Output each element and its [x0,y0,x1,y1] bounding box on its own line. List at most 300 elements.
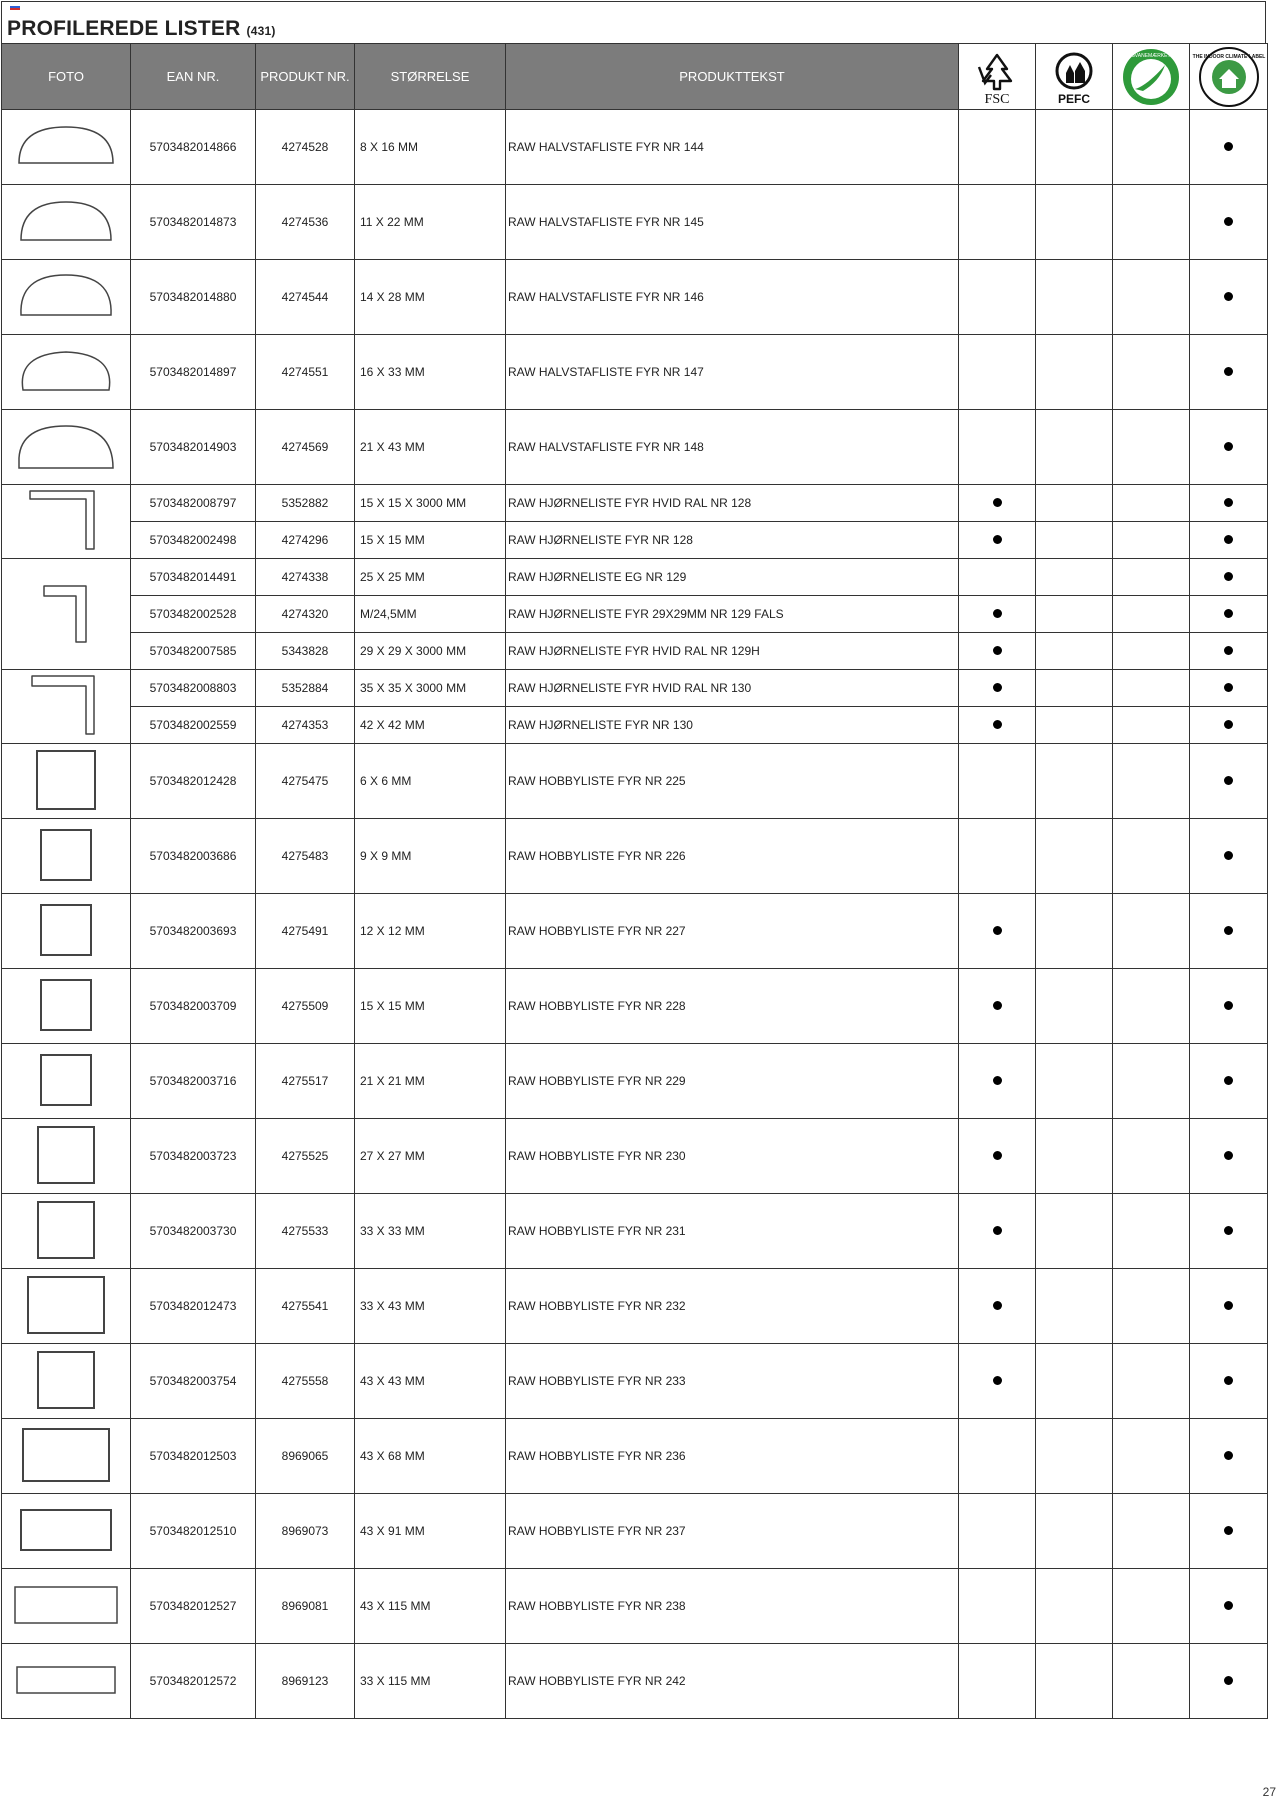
produkttekst-cell: RAW HJØRNELISTE EG NR 129 [506,559,959,596]
table-row [2,110,1268,185]
produkttekst-cell: RAW HOBBYLISTE FYR NR 228 [506,969,959,1044]
produkt-nr-cell: 4274320 [256,596,355,633]
fsc-cell [959,1644,1036,1719]
produkt-nr-cell: 4275533 [256,1194,355,1269]
produkt-nr-cell: 4274338 [256,559,355,596]
produkt-nr-cell: 4275558 [256,1344,355,1419]
table-row [2,260,1268,335]
col-produkttekst: PRODUKTTEKST [506,44,959,110]
fsc-dot-icon [993,926,1002,935]
profile-drawing-icon [11,121,121,171]
fsc-cell [959,185,1036,260]
indoor-dot-icon [1224,683,1233,692]
profile-photo [2,260,131,335]
profile-drawing-icon [11,418,121,474]
profile-drawing-icon [14,1664,118,1696]
produkt-nr-cell: 8969073 [256,1494,355,1569]
svane-cell [1113,1494,1190,1569]
pefc-cell [1036,335,1113,410]
indoor-cell [1190,260,1268,335]
indoor-dot-icon [1224,1001,1233,1010]
indoor-cell [1190,1044,1268,1119]
produkttekst-cell: RAW HOBBYLISTE FYR NR 232 [506,1269,959,1344]
produkttekst-cell: RAW HJØRNELISTE FYR HVID RAL NR 129H [506,633,959,670]
ean-cell: 5703482014866 [131,110,256,185]
ean-cell: 5703482007585 [131,633,256,670]
table-row [2,670,1268,707]
pefc-cell [1036,1269,1113,1344]
table-row [2,1494,1268,1569]
indoor-dot-icon [1224,1526,1233,1535]
indoor-cell [1190,185,1268,260]
stoerrelse-cell: 15 X 15 MM [355,969,506,1044]
indoor-cell [1190,894,1268,969]
fsc-dot-icon [993,498,1002,507]
svane-cell [1113,1119,1190,1194]
table-row [2,1194,1268,1269]
fsc-dot-icon [993,646,1002,655]
produkttekst-cell: RAW HOBBYLISTE FYR NR 236 [506,1419,959,1494]
indoor-cell [1190,110,1268,185]
svane-cell [1113,522,1190,559]
profile-drawing-icon [35,1349,97,1411]
indoor-cell [1190,596,1268,633]
ean-cell: 5703482002559 [131,707,256,744]
produkttekst-cell: RAW HOBBYLISTE FYR NR 231 [506,1194,959,1269]
svane-cell [1113,110,1190,185]
svane-cell [1113,1044,1190,1119]
produkt-nr-cell: 4275475 [256,744,355,819]
profile-drawing-icon [12,1584,120,1626]
pefc-cell [1036,485,1113,522]
produkttekst-cell: RAW HOBBYLISTE FYR NR 242 [506,1644,959,1719]
pefc-cell [1036,819,1113,894]
pefc-cell [1036,1044,1113,1119]
fsc-cell [959,410,1036,485]
fsc-cell [959,894,1036,969]
table-row [2,744,1268,819]
profile-drawing-icon [38,1052,94,1108]
pefc-cell [1036,633,1113,670]
stoerrelse-cell: 8 X 16 MM [355,110,506,185]
table-row [2,185,1268,260]
svane-cell [1113,1569,1190,1644]
profile-drawing-icon [26,487,106,553]
fsc-cell [959,559,1036,596]
indoor-dot-icon [1224,217,1233,226]
fsc-dot-icon [993,1226,1002,1235]
table-row [2,969,1268,1044]
fsc-cell [959,596,1036,633]
stoerrelse-cell: 43 X 43 MM [355,1344,506,1419]
stoerrelse-cell: 33 X 115 MM [355,1644,506,1719]
produkt-nr-cell: 4274528 [256,110,355,185]
profile-photo [2,819,131,894]
indoor-dot-icon [1224,1451,1233,1460]
profile-drawing-icon [11,344,121,398]
produkttekst-cell: RAW HOBBYLISTE FYR NR 225 [506,744,959,819]
stoerrelse-cell: 33 X 33 MM [355,1194,506,1269]
svane-cell [1113,744,1190,819]
produkt-nr-cell: 4275517 [256,1044,355,1119]
indoor-climate-logo-text: THE INDOOR CLIMATE LABEL [1192,53,1265,60]
produkttekst-cell: RAW HOBBYLISTE FYR NR 238 [506,1569,959,1644]
fsc-logo-text: FSC [984,91,1010,107]
stoerrelse-cell: 25 X 25 MM [355,559,506,596]
ean-cell: 5703482014491 [131,559,256,596]
profile-photo [2,1569,131,1644]
svane-cell [1113,559,1190,596]
pefc-cell [1036,894,1113,969]
produkttekst-cell: RAW HOBBYLISTE FYR NR 227 [506,894,959,969]
svanemaerket-logo-icon [1121,47,1181,107]
svane-cell [1113,969,1190,1044]
ean-cell: 5703482012527 [131,1569,256,1644]
produkt-nr-cell: 4275483 [256,819,355,894]
stoerrelse-cell: 43 X 91 MM [355,1494,506,1569]
ean-cell: 5703482003730 [131,1194,256,1269]
stoerrelse-cell: 14 X 28 MM [355,260,506,335]
ean-cell: 5703482014897 [131,335,256,410]
indoor-dot-icon [1224,1076,1233,1085]
table-row [2,1344,1268,1419]
stoerrelse-cell: 43 X 68 MM [355,1419,506,1494]
profile-photo [2,559,131,670]
stoerrelse-cell: 42 X 42 MM [355,707,506,744]
pefc-cell [1036,559,1113,596]
profile-drawing-icon [11,269,121,323]
pefc-cell [1036,260,1113,335]
produkt-nr-cell: 4274296 [256,522,355,559]
stoerrelse-cell: 33 X 43 MM [355,1269,506,1344]
indoor-dot-icon [1224,442,1233,451]
indoor-dot-icon [1224,535,1233,544]
pefc-cell [1036,1569,1113,1644]
indoor-cell [1190,485,1268,522]
fsc-cell [959,819,1036,894]
fsc-cell [959,1419,1036,1494]
table-row [2,1569,1268,1644]
profile-drawing-icon [26,578,106,648]
fsc-cell [959,1044,1036,1119]
indoor-cell [1190,670,1268,707]
svane-cell [1113,707,1190,744]
fsc-dot-icon [993,535,1002,544]
indoor-cell [1190,1494,1268,1569]
stoerrelse-cell: M/24,5MM [355,596,506,633]
produkttekst-cell: RAW HALVSTAFLISTE FYR NR 148 [506,410,959,485]
fsc-dot-icon [993,1001,1002,1010]
produkt-nr-cell: 4274551 [256,335,355,410]
stoerrelse-cell: 6 X 6 MM [355,744,506,819]
indoor-dot-icon [1224,1376,1233,1385]
profile-photo [2,1194,131,1269]
pefc-cell [1036,596,1113,633]
indoor-cell [1190,1269,1268,1344]
fsc-dot-icon [993,1151,1002,1160]
ean-cell: 5703482003709 [131,969,256,1044]
produkt-nr-cell: 5352884 [256,670,355,707]
profile-photo [2,969,131,1044]
produkt-nr-cell: 8969123 [256,1644,355,1719]
profile-photo [2,894,131,969]
indoor-climate-logo-icon [1192,46,1265,108]
profile-drawing-icon [35,1199,97,1261]
table-row [2,485,1268,522]
svane-cell [1113,1419,1190,1494]
profile-drawing-icon [35,1124,97,1186]
ean-cell: 5703482014880 [131,260,256,335]
stoerrelse-cell: 43 X 115 MM [355,1569,506,1644]
pefc-cell [1036,1194,1113,1269]
pefc-cell [1036,707,1113,744]
produkttekst-cell: RAW HJØRNELISTE FYR NR 130 [506,707,959,744]
pefc-cell [1036,1344,1113,1419]
produkt-nr-cell: 4275541 [256,1269,355,1344]
svane-cell [1113,819,1190,894]
produkttekst-cell: RAW HALVSTAFLISTE FYR NR 146 [506,260,959,335]
ean-cell: 5703482002498 [131,522,256,559]
fsc-cell [959,110,1036,185]
svane-cell [1113,670,1190,707]
ean-cell: 5703482003723 [131,1119,256,1194]
fsc-dot-icon [993,1301,1002,1310]
ean-cell: 5703482003716 [131,1044,256,1119]
profile-photo [2,485,131,559]
table-row [2,894,1268,969]
profile-drawing-icon [38,827,94,883]
table-row [2,1269,1268,1344]
profile-drawing-icon [34,748,98,812]
svane-cell [1113,485,1190,522]
pefc-logo-text: PEFC [1057,91,1091,106]
profile-photo [2,335,131,410]
indoor-cell [1190,1644,1268,1719]
svane-cell [1113,410,1190,485]
ean-cell: 5703482003693 [131,894,256,969]
stoerrelse-cell: 9 X 9 MM [355,819,506,894]
profile-photo [2,1269,131,1344]
table-row [2,410,1268,485]
col-svanemaerket [1113,44,1190,110]
profile-photo [2,1344,131,1419]
pefc-cell [1036,110,1113,185]
fsc-cell [959,485,1036,522]
stoerrelse-cell: 29 X 29 X 3000 MM [355,633,506,670]
fsc-cell [959,1344,1036,1419]
ean-cell: 5703482012428 [131,744,256,819]
indoor-dot-icon [1224,572,1233,581]
produkt-nr-cell: 4274353 [256,707,355,744]
profile-drawing-icon [18,1507,114,1553]
indoor-cell [1190,410,1268,485]
ean-cell: 5703482012510 [131,1494,256,1569]
svane-cell [1113,335,1190,410]
table-row [2,335,1268,410]
col-foto: FOTO [2,44,131,110]
title-text: PROFILEREDE LISTER [7,17,241,40]
pefc-cell [1036,744,1113,819]
fsc-cell [959,969,1036,1044]
fsc-cell [959,633,1036,670]
fsc-cell [959,744,1036,819]
ean-cell: 5703482002528 [131,596,256,633]
indoor-dot-icon [1224,646,1233,655]
table-row [2,1119,1268,1194]
indoor-cell [1190,819,1268,894]
produkt-nr-cell: 4274536 [256,185,355,260]
pefc-cell [1036,1494,1113,1569]
profile-photo [2,744,131,819]
produkttekst-cell: RAW HALVSTAFLISTE FYR NR 144 [506,110,959,185]
stoerrelse-cell: 21 X 43 MM [355,410,506,485]
table-row [2,559,1268,596]
ean-cell: 5703482012473 [131,1269,256,1344]
indoor-dot-icon [1224,498,1233,507]
produkttekst-cell: RAW HOBBYLISTE FYR NR 233 [506,1344,959,1419]
pefc-cell [1036,410,1113,485]
stoerrelse-cell: 21 X 21 MM [355,1044,506,1119]
profile-drawing-icon [38,977,94,1033]
profile-drawing-icon [11,196,121,246]
indoor-cell [1190,559,1268,596]
table-row [2,707,1268,744]
profile-photo [2,185,131,260]
fsc-cell [959,1194,1036,1269]
table-row [2,522,1268,559]
ean-cell: 5703482014903 [131,410,256,485]
stoerrelse-cell: 11 X 22 MM [355,185,506,260]
col-fsc [959,44,1036,110]
indoor-dot-icon [1224,1676,1233,1685]
profile-photo [2,670,131,744]
svane-cell [1113,1194,1190,1269]
produkt-nr-cell: 4275491 [256,894,355,969]
indoor-dot-icon [1224,720,1233,729]
pefc-cell [1036,522,1113,559]
page-title [7,17,276,41]
ean-cell: 5703482003686 [131,819,256,894]
fsc-dot-icon [993,720,1002,729]
produkttekst-cell: RAW HOBBYLISTE FYR NR 229 [506,1044,959,1119]
profile-photo [2,410,131,485]
fsc-dot-icon [993,683,1002,692]
produkt-nr-cell: 4275525 [256,1119,355,1194]
product-table [1,43,1268,1719]
fsc-cell [959,260,1036,335]
profile-drawing-icon [26,672,106,738]
produkttekst-cell: RAW HALVSTAFLISTE FYR NR 147 [506,335,959,410]
svane-cell [1113,1644,1190,1719]
produkt-nr-cell: 5343828 [256,633,355,670]
produkt-nr-cell: 5352882 [256,485,355,522]
svane-cell [1113,633,1190,670]
table-row [2,1419,1268,1494]
indoor-cell [1190,1119,1268,1194]
page-header [1,1,1266,44]
indoor-cell [1190,744,1268,819]
table-row [2,1044,1268,1119]
produkt-nr-cell: 8969065 [256,1419,355,1494]
stoerrelse-cell: 27 X 27 MM [355,1119,506,1194]
indoor-cell [1190,1419,1268,1494]
indoor-dot-icon [1224,1601,1233,1610]
col-indoor-climate [1190,44,1268,110]
indoor-cell [1190,1344,1268,1419]
indoor-dot-icon [1224,367,1233,376]
pefc-cell [1036,1419,1113,1494]
produkt-nr-cell: 4274569 [256,410,355,485]
produkttekst-cell: RAW HOBBYLISTE FYR NR 230 [506,1119,959,1194]
col-ean: EAN NR. [131,44,256,110]
ean-cell: 5703482012503 [131,1419,256,1494]
indoor-dot-icon [1224,776,1233,785]
ean-cell: 5703482014873 [131,185,256,260]
fsc-dot-icon [993,609,1002,618]
stoerrelse-cell: 35 X 35 X 3000 MM [355,670,506,707]
svane-cell [1113,894,1190,969]
stoerrelse-cell: 12 X 12 MM [355,894,506,969]
profile-photo [2,1044,131,1119]
fsc-cell [959,1569,1036,1644]
pefc-cell [1036,1119,1113,1194]
ean-cell: 5703482012572 [131,1644,256,1719]
indoor-dot-icon [1224,609,1233,618]
fsc-cell [959,522,1036,559]
stoerrelse-cell: 15 X 15 MM [355,522,506,559]
produkt-nr-cell: 4275509 [256,969,355,1044]
profile-drawing-icon [38,902,94,958]
indoor-dot-icon [1224,851,1233,860]
pefc-cell [1036,185,1113,260]
table-row [2,596,1268,633]
indoor-cell [1190,335,1268,410]
table-row [2,819,1268,894]
svane-cell [1113,185,1190,260]
produkttekst-cell: RAW HOBBYLISTE FYR NR 226 [506,819,959,894]
fsc-logo-icon [969,49,1025,105]
fsc-dot-icon [993,1376,1002,1385]
profile-drawing-icon [20,1426,112,1484]
profile-photo [2,1644,131,1719]
indoor-cell [1190,522,1268,559]
produkt-nr-cell: 4274544 [256,260,355,335]
table-row [2,1644,1268,1719]
ean-cell: 5703482008803 [131,670,256,707]
table-row [2,633,1268,670]
fsc-cell [959,1269,1036,1344]
flag-icon [10,6,20,10]
header-row [2,44,1268,110]
produkttekst-cell: RAW HALVSTAFLISTE FYR NR 145 [506,185,959,260]
profile-photo [2,1419,131,1494]
stoerrelse-cell: 16 X 33 MM [355,335,506,410]
pefc-cell [1036,670,1113,707]
indoor-dot-icon [1224,1226,1233,1235]
fsc-cell [959,670,1036,707]
svane-cell [1113,1269,1190,1344]
indoor-cell [1190,1194,1268,1269]
svanemaerket-logo-text: SVANEMÆRKET [1131,52,1171,59]
indoor-dot-icon [1224,926,1233,935]
indoor-dot-icon [1224,1151,1233,1160]
svane-cell [1113,260,1190,335]
indoor-dot-icon [1224,142,1233,151]
stoerrelse-cell: 15 X 15 X 3000 MM [355,485,506,522]
produkt-nr-cell: 8969081 [256,1569,355,1644]
fsc-cell [959,335,1036,410]
col-stoerrelse: STØRRELSE [355,44,506,110]
